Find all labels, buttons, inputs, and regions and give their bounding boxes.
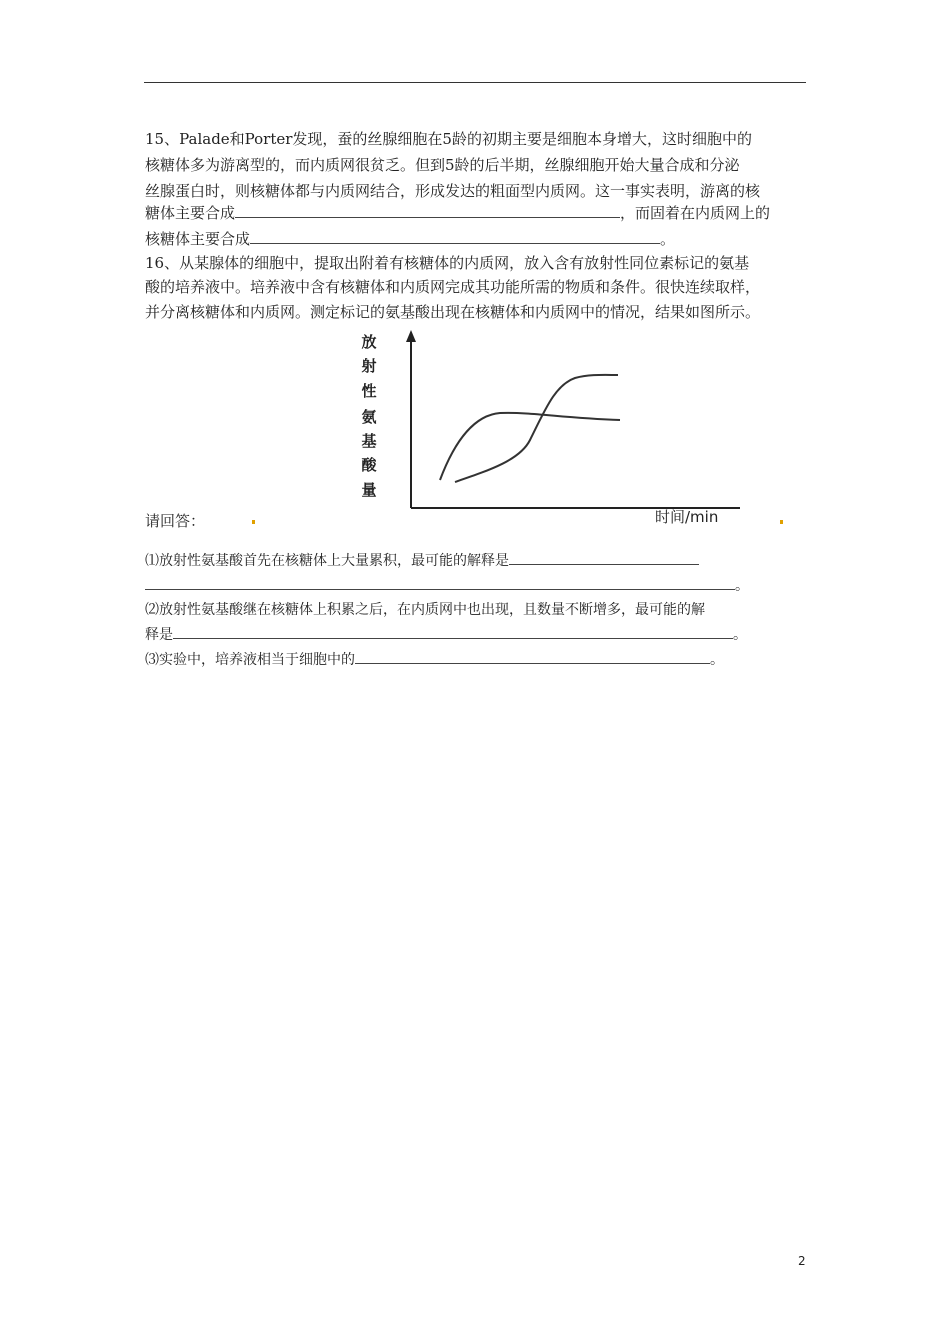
radioactivity-graph (340, 328, 740, 528)
q15-line-4-text-end: ，而固着在内质网上的 (620, 204, 771, 222)
q16-sub2-text: 释是 (145, 627, 173, 643)
figure-ylabel-char: 氨 (361, 408, 377, 426)
q16-prompt: 请回答： (145, 512, 206, 530)
q15-line-1: 15、Palade和Porter发现，蚕的丝腺细胞在5龄的初期主要是细胞本身增大，这时细胞中的 (145, 130, 752, 148)
answer-blank-free-ribosome[interactable] (235, 201, 620, 218)
q16-sub1-end: 。 (735, 578, 749, 594)
figure-ylabel-char: 射 (361, 357, 377, 375)
orange-mark (780, 520, 783, 524)
q15-line-3: 丝腺蛋白时，则核糖体都与内质网结合，形成发达的粗面型内质网。这一事实表明，游离的核 (145, 182, 761, 200)
q16-sub3-text: ⑶实验中，培养液相当于细胞中的 (145, 652, 355, 668)
q16-sub2-end: 。 (733, 627, 747, 643)
q16-sub1 (145, 548, 815, 574)
q16-sub2-line-2 (145, 622, 815, 648)
figure-ylabel-char: 放 (361, 333, 377, 351)
answer-blank-bound-ribosome[interactable] (250, 227, 660, 244)
q16-line-3: 并分离核糖体和内质网。测定标记的氨基酸出现在核糖体和内质网中的情况，结果如图所示。 (145, 303, 761, 321)
q16-line-2: 酸的培养液中。培养液中含有核糖体和内质网完成其功能所需的物质和条件。很快连续取样， (145, 278, 761, 296)
q16-sub3-end: 。 (710, 652, 724, 668)
ribosome-curve (440, 413, 620, 480)
y-axis-arrow (406, 330, 416, 342)
q15-line-5-text: 核糖体主要合成 (145, 230, 251, 248)
q16-sub1-text: ⑴放射性氨基酸首先在核糖体上大量累积，最可能的解释是 (145, 553, 509, 569)
answer-blank-sub1-b[interactable] (145, 573, 735, 590)
figure-ylabel-char: 量 (361, 481, 377, 499)
q16-sub2-line-1: ⑵放射性氨基酸继在核糖体上积累之后，在内质网中也出现，且数量不断增多，最可能的解 (145, 602, 705, 618)
q15-line-4-text: 糖体主要合成 (145, 204, 236, 222)
q16-sub3 (145, 647, 815, 673)
figure-xlabel: 时间/min (655, 508, 719, 526)
q16-sub1-cont (145, 573, 815, 599)
q15-line-4 (145, 200, 815, 226)
page-number: 2 (798, 1254, 806, 1268)
answer-blank-sub1-a[interactable] (509, 548, 699, 565)
figure-ylabel-char: 基 (361, 432, 377, 450)
orange-mark (252, 520, 255, 524)
er-curve (455, 375, 618, 482)
header-rule (144, 82, 806, 83)
figure-ylabel-char: 性 (361, 382, 377, 400)
q15-line-5 (145, 226, 815, 252)
q15-line-5-end: 。 (660, 230, 676, 248)
answer-blank-sub2[interactable] (173, 622, 733, 639)
q15-line-2: 核糖体多为游离型的，而内质网很贫乏。但到5龄的后半期，丝腺细胞开始大量合成和分泌 (145, 156, 740, 174)
figure-ylabel-char: 酸 (361, 456, 377, 474)
q16-line-1: 16、从某腺体的细胞中，提取出附着有核糖体的内质网，放入含有放射性同位素标记的氨基 (145, 254, 750, 272)
answer-blank-sub3[interactable] (355, 647, 710, 664)
